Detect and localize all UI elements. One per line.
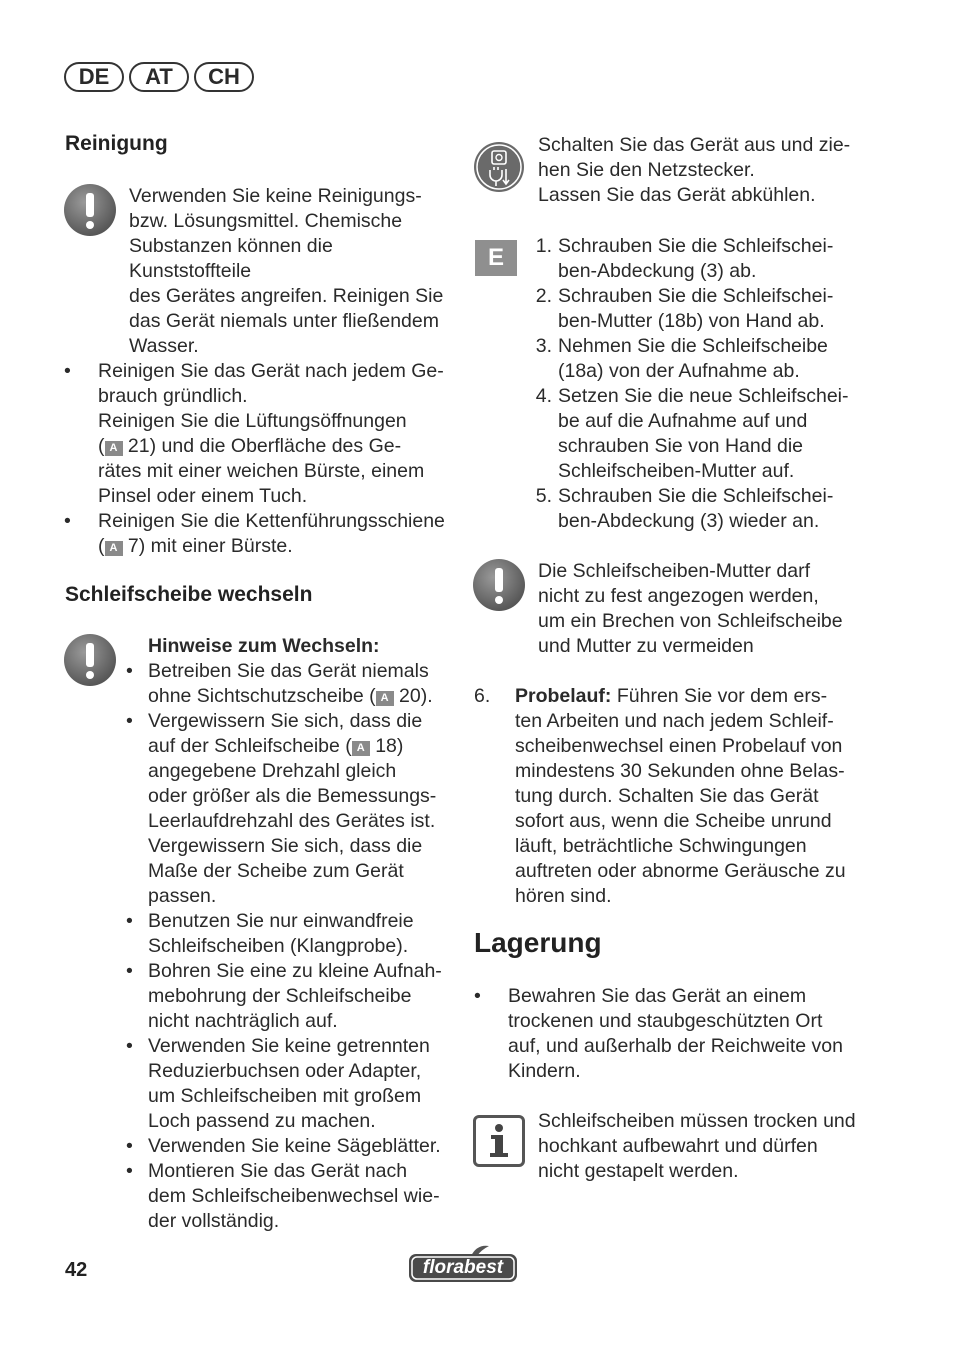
list-item: 2. Schrauben Sie die Schleifschei- ben-Mutter (18b) von Hand ab. [535,285,834,332]
storage-bullets [474,984,868,1084]
list-item: 3. Nehmen Sie die Schleifscheibe (18a) von der Aufnahme ab. [535,335,828,382]
storage-info-text: Schleifscheiben müssen trocken und hochkant aufbewahrt und dürfen nicht gestapelt werden. [538,1110,856,1182]
figure-ref-badge: A [352,741,370,756]
figure-ref-badge: A [376,691,394,706]
step-6-number: 6. [474,685,491,707]
country-badge-ch: CH [194,62,254,92]
cleaning-bullets [64,359,458,559]
list-item: • Bewahren Sie das Gerät an einem trockenen und staubgeschützten Ort auf, und außerhalb der Reichweite von Kindern. [474,985,843,1082]
figure-ref-badge: A [105,541,123,556]
replacement-steps [535,234,868,534]
hint-title: Hinweise zum Wechseln: [148,635,380,657]
cleaning-warning-text: Verwenden Sie keine Reinigungs- bzw. Lösungsmittel. Chemische Substanzen können die Kunststoffteile des Gerätes angreifen. Reinigen Sie das Gerät niemals unter fließendem Wasser. [129,185,444,357]
list-item: 5. Schrauben Sie die Schleifschei- ben-Abdeckung (3) wieder an. [535,485,834,532]
nut-warning-text: Die Schleifscheiben-Mutter darf nicht zu fest angezogen werden, um ein Brechen von Schleifscheibe und Mutter zu vermeiden [538,560,843,657]
unplug-icon [473,141,525,193]
list-item: • Vergewissern Sie sich, dass die auf der Schleifscheibe ( A 18) angegebene Drehzahl gleich oder größer als die Bemessungs- Leerlaufdrehzahl des Gerätes ist. Vergewissern Sie sich, dass die Maße der Scheibe zum Gerät passen. [126,710,437,907]
list-item: 4. Setzen Sie die neue Schleifschei- be auf die Aufnahme auf und schrauben Sie von Hand die Schleifscheiben-Mutter auf. [535,385,849,482]
list-item: • Benutzen Sie nur einwandfreie Schleifscheiben (Klangprobe). [126,910,414,957]
step-6-probelauf: Probelauf: Führen Sie vor dem ers- ten Arbeiten und nach jedem Schleif- scheibenwechsel einen Probelauf von mindestens 30 Sekunden ohne Belas- tung durch. Schalten Sie das Gerät sofort aus, wenn die Scheibe unrund läuft, beträchtliche Schwingungen auftreten oder abnorme Geräusche zu hören sind. [515,685,846,907]
section-title-schleifscheibe-wechseln: Schleifscheibe wechseln [65,583,313,606]
section-title-lagerung: Lagerung [474,927,602,958]
list-item: • Betreiben Sie das Gerät niemals ohne Sichtschutzscheibe ( A 20). [126,660,433,707]
list-item: • Reinigen Sie das Gerät nach jedem Ge- brauch gründlich. Reinigen Sie die Lüftungsöffnungen ( A 21) und die Oberfläche des Ge- rätes mit einer weichen Bürste, einem Pinsel oder einem Tuch. [64,360,444,507]
section-title-reinigung: Reinigung [65,132,168,155]
list-item: • Reinigen Sie die Kettenführungsschiene ( A 7) mit einer Bürste. [64,510,445,557]
unplug-note: Schalten Sie das Gerät aus und zie- hen Sie den Netzstecker. Lassen Sie das Gerät abkühlen. [538,134,851,206]
warning-icon [473,559,525,611]
country-badge-de: DE [64,62,124,92]
warning-icon [64,634,116,686]
list-item: 1. Schrauben Sie die Schleifschei- ben-Abdeckung (3) ab. [535,235,834,282]
list-item: • Montieren Sie das Gerät nach dem Schleifscheibenwechsel wie- der vollständig. [126,1160,440,1232]
list-item: • Verwenden Sie keine Sägeblätter. [126,1135,441,1157]
info-icon [473,1115,525,1167]
section-badge-e: E [475,240,517,276]
figure-ref-badge: A [105,441,123,456]
list-item: • Verwenden Sie keine getrennten Reduzierbuchsen oder Adapter, um Schleifscheiben mit großem Loch passend zu machen. [126,1035,430,1132]
warning-icon [64,184,116,236]
country-badge-at: AT [129,62,189,92]
florabest-logo: florabest [407,1244,519,1284]
hint-bullets [126,659,458,1234]
list-item: • Bohren Sie eine zu kleine Aufnah- mebohrung der Schleifscheibe nicht nachträglich auf. [126,960,442,1032]
page-number: 42 [65,1259,88,1281]
